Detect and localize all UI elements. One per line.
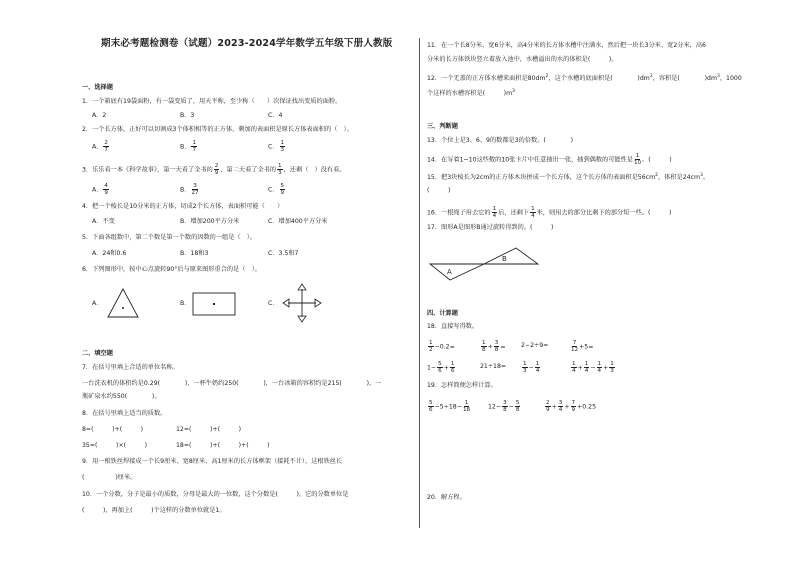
- q18-item-4: $\frac{7}{12}$ +5=: [571, 340, 594, 353]
- q6-option-a: A．: [92, 300, 103, 307]
- question-14: 14．在写着1~10这些数的10张卡片中任意抽出一张，抽到偶数的可能性是 $\frac{1}{10}$ 。( ): [427, 153, 672, 166]
- section-heading-fill: 二、填空题: [82, 350, 113, 357]
- question-1: 1．一个箱底有19袋面粉，有一袋变质了，用天平称，至少称（ ）次保证找出变质的面粉。: [82, 98, 342, 105]
- q18-item-2: $\frac{1}{8}$ + $\frac{3}{8}$ =: [482, 340, 506, 353]
- question-15: 15．把3块棱长为2cm的正方体木块拼成一个长方体，这个长方体的表面积是$56cm^2$，体积是$24cm^3$。: [427, 173, 710, 182]
- question-4: 4．把一个棱长是10分米的正方体，切成2个长方体，表面积可能（ ）: [82, 203, 284, 210]
- q19-item-1: $\frac{5}{6}$ −5÷18− $\frac{1}{18}$: [429, 400, 471, 413]
- question-20: 20．解方程。: [427, 494, 466, 501]
- q8-line-2a: 35=( )×( ): [82, 442, 148, 449]
- q19-item-2: 12− $\frac{3}{8}$ − $\frac{5}{8}$: [488, 400, 520, 413]
- question-2: 2．一个长方体，正好可以切割成3个体积相等的正方体，剩加的表面积是原长方体表面积的（ ）。: [82, 126, 353, 133]
- question-13: 13．个位上是3、6、9的数都是3的倍数。( ): [427, 137, 574, 144]
- question-19: 19．怎样简便怎样计算。: [427, 382, 497, 389]
- figure-label-a: A: [447, 268, 452, 276]
- q3-option-a: A． $\frac{4}{9}$: [92, 183, 108, 196]
- question-8: 8．在括号里填上适当的质数。: [82, 410, 167, 417]
- question-12: 12．一个无盖的正方体水槽来面积是$80dm^2$，这个水槽的底面积是( )$dm^2$，容积是( )$dm^3$，1000: [427, 74, 742, 83]
- q7-line-2: 瓶矿泉水约550( )。: [82, 393, 161, 400]
- q8-line-1b: 12=( )+( ): [176, 426, 242, 433]
- question-7: 7．在括号里填上合适的单位名称。: [82, 364, 179, 371]
- q3-option-b: B． $\frac{3}{27}$: [180, 183, 199, 196]
- q6-triangle-figure: [106, 287, 140, 319]
- q1-option-b: B．3: [180, 112, 195, 119]
- question-18: 18．直接写得数。: [427, 323, 479, 330]
- question-16: 16．一根绳子用去它的 $\frac{1}{4}$ 后，还剩下 $\frac{1}{4}$ 米，则用去的部分比剩下的部分短一些。( ): [427, 206, 672, 219]
- column-divider: [419, 38, 420, 528]
- q5-option-a: A．24和0.6: [92, 250, 127, 257]
- q2-option-c: C． $\frac{1}{3}$: [268, 140, 285, 153]
- q18-item-7: $\frac{1}{3}$ − $\frac{1}{4}$: [523, 361, 540, 374]
- section-heading-choice: 一、选择题: [82, 84, 113, 91]
- q10-line-2: ( )，再加上( )个这样的分数单位就是1。: [82, 507, 226, 514]
- q9-line-2: ( )厘米。: [82, 474, 137, 481]
- q18-item-6: 21÷18=: [480, 363, 507, 370]
- q2-option-b: B． $\frac{1}{7}$: [180, 140, 196, 153]
- q6-rectangle-figure: [192, 292, 236, 316]
- q6-arrows-figure: [282, 283, 322, 323]
- q4-option-b: B．增加200平方分米: [180, 218, 240, 225]
- q5-option-b: B．18和3: [180, 250, 209, 257]
- q6-option-b: B．: [180, 300, 191, 307]
- q8-line-2b: 18=( )+( )+( ): [176, 442, 270, 449]
- q4-option-a: A．不变: [92, 218, 115, 225]
- section-heading-judge: 三、判断题: [427, 123, 458, 130]
- question-5: 5．下面各组数中，第二个数是第一个数的因数的一组是（ ）。: [82, 234, 257, 241]
- q12-line-2: 个这样的水槽容积是( )$m^3$: [427, 89, 515, 98]
- q1-option-c: C．4: [268, 112, 283, 119]
- question-17: 17．图形A是图形B通过旋转得到的。( ): [427, 224, 554, 231]
- q11-line-2: 分米的长方体铁块竖立着放入池中，水槽溢出的水的体积是( )。: [427, 56, 618, 63]
- q17-rotation-figure: [428, 244, 542, 282]
- q3-option-c: C． $\frac{5}{9}$: [268, 183, 285, 196]
- page-title: 期末必考题检测卷（试题）2023-2024学年数学五年级下册人教版: [101, 38, 393, 49]
- figure-label-b: B: [502, 255, 507, 263]
- q18-item-5: 1− $\frac{5}{6}$ + $\frac{1}{6}$: [427, 361, 455, 374]
- q4-option-c: C．增加400平方分米: [268, 218, 328, 225]
- q2-option-a: A． $\frac{2}{7}$: [92, 140, 108, 153]
- q1-option-a: A．2: [92, 112, 107, 119]
- q19-item-3: $\frac{2}{9}$ + $\frac{3}{4}$ + $\frac{7}{9}$ +0.25: [546, 400, 597, 413]
- question-9: 9．用一根铁丝焊接成一个长9厘米、宽8厘米、高1厘米的长方体框架（接耗不计），这根铁丝长: [82, 458, 343, 465]
- q18-item-3: 2−2÷9=: [521, 342, 549, 349]
- question-6: 6．下列图形中，按中心点旋转90°后与原来图形重合的是（ ）。: [82, 266, 261, 273]
- q7-line-1: 一台洗衣机的体积约是0.29( )，一杯牛奶约250( )，一台冰箱的容积约是215( )，一: [82, 380, 382, 387]
- q18-item-1: $\frac{1}{2}$ −0.2=: [429, 340, 455, 353]
- q8-line-1a: 8=( )+( ): [82, 426, 144, 433]
- q18-item-8: $\frac{1}{4}$ + $\frac{1}{4}$ − $\frac{1}{4}$ + $\frac{1}{3}$: [572, 361, 614, 374]
- section-heading-calc: 四、计算题: [427, 310, 458, 317]
- q5-option-c: C．3.5和7: [268, 250, 299, 257]
- question-11: 11．在一个长8分米，宽6分米，高4分米的长方体水槽中注满水，然后把一块长3分米、宽2分米，高6: [427, 42, 706, 49]
- question-10: 10．一个分数，分子是最小的质数，分母是最大的一位数，这个分数是( )，它的分数单位是: [82, 491, 349, 498]
- q15-line-2: ( ): [427, 187, 451, 194]
- question-3: 3．乐乐看一本《科学故事》，第一天看了全书的 $\frac{2}{9}$ ，第二天看了全书的 $\frac{1}{3}$ ，还剩（ ）没有看。: [82, 163, 346, 176]
- q6-option-c: C．: [268, 300, 279, 307]
